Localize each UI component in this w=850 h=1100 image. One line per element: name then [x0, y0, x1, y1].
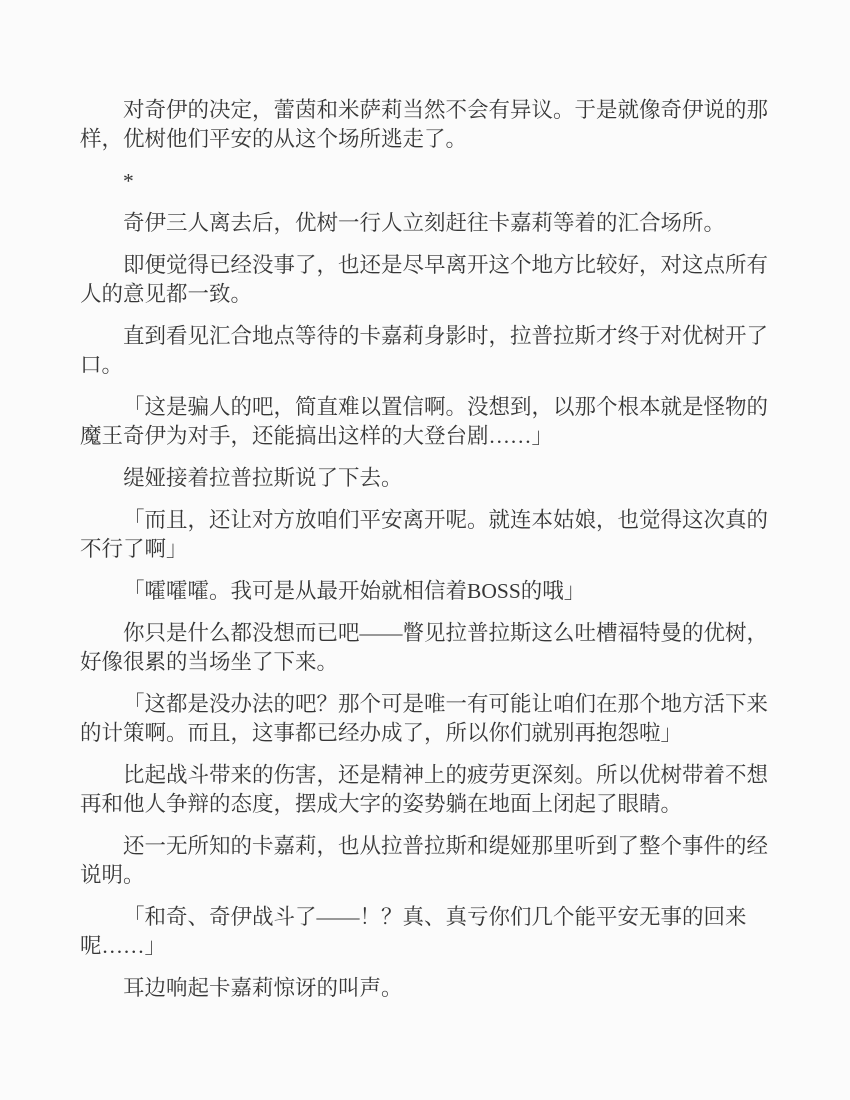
dialogue-paragraph: 「和奇、奇伊战斗了——！？真、真亏你们几个能平安无事的回来呢……」 — [80, 905, 747, 958]
paragraph: 缇娅接着拉普拉斯说了下去。 — [123, 466, 403, 490]
scene-break-asterisk: * — [123, 169, 134, 193]
dialogue-paragraph: 「而且，还让对方放咱们平安离开呢。就连本姑娘，也觉得这次真的不行了啊」 — [80, 508, 769, 561]
paragraph: 耳边响起卡嘉莉惊讶的叫声。 — [123, 976, 403, 1000]
dialogue-paragraph: 「嚯嚯嚯。我可是从最开始就相信着BOSS的哦」 — [123, 579, 586, 603]
paragraph: 直到看见汇合地点等待的卡嘉莉身影时，拉普拉斯才终于对优树开了口。 — [80, 324, 769, 377]
paragraph: 比起战斗带来的伤害，还是精神上的疲劳更深刻。所以优树带着不想再和他人争辩的态度，摆成大字的姿势躺在地面上闭起了眼睛。 — [80, 763, 769, 816]
paragraph: 你只是什么都没想而已吧——瞥见拉普拉斯这么吐槽福特曼的优树，好像很累的当场坐了下来。 — [80, 621, 769, 674]
dialogue-paragraph: 「这都是没办法的吧？那个可是唯一有可能让咱们在那个地方活下来的计策啊。而且，这事都已经办成了，所以你们就别再抱怨啦」 — [80, 692, 769, 745]
paragraph: 还一无所知的卡嘉莉，也从拉普拉斯和缇娅那里听到了整个事件的经说明。 — [80, 834, 769, 887]
paragraph: 奇伊三人离去后，优树一行人立刻赶往卡嘉莉等着的汇合场所。 — [123, 211, 726, 235]
paragraph: 对奇伊的决定，蕾茵和米萨莉当然不会有异议。于是就像奇伊说的那样，优树他们平安的从这个场所逃走了。 — [80, 98, 769, 151]
dialogue-paragraph: 「这是骗人的吧，简直难以置信啊。没想到，以那个根本就是怪物的魔王奇伊为对手，还能搞出这样的大登台剧……」 — [80, 395, 769, 448]
paragraph: 即便觉得已经没事了，也还是尽早离开这个地方比较好，对这点所有人的意见都一致。 — [80, 253, 769, 306]
